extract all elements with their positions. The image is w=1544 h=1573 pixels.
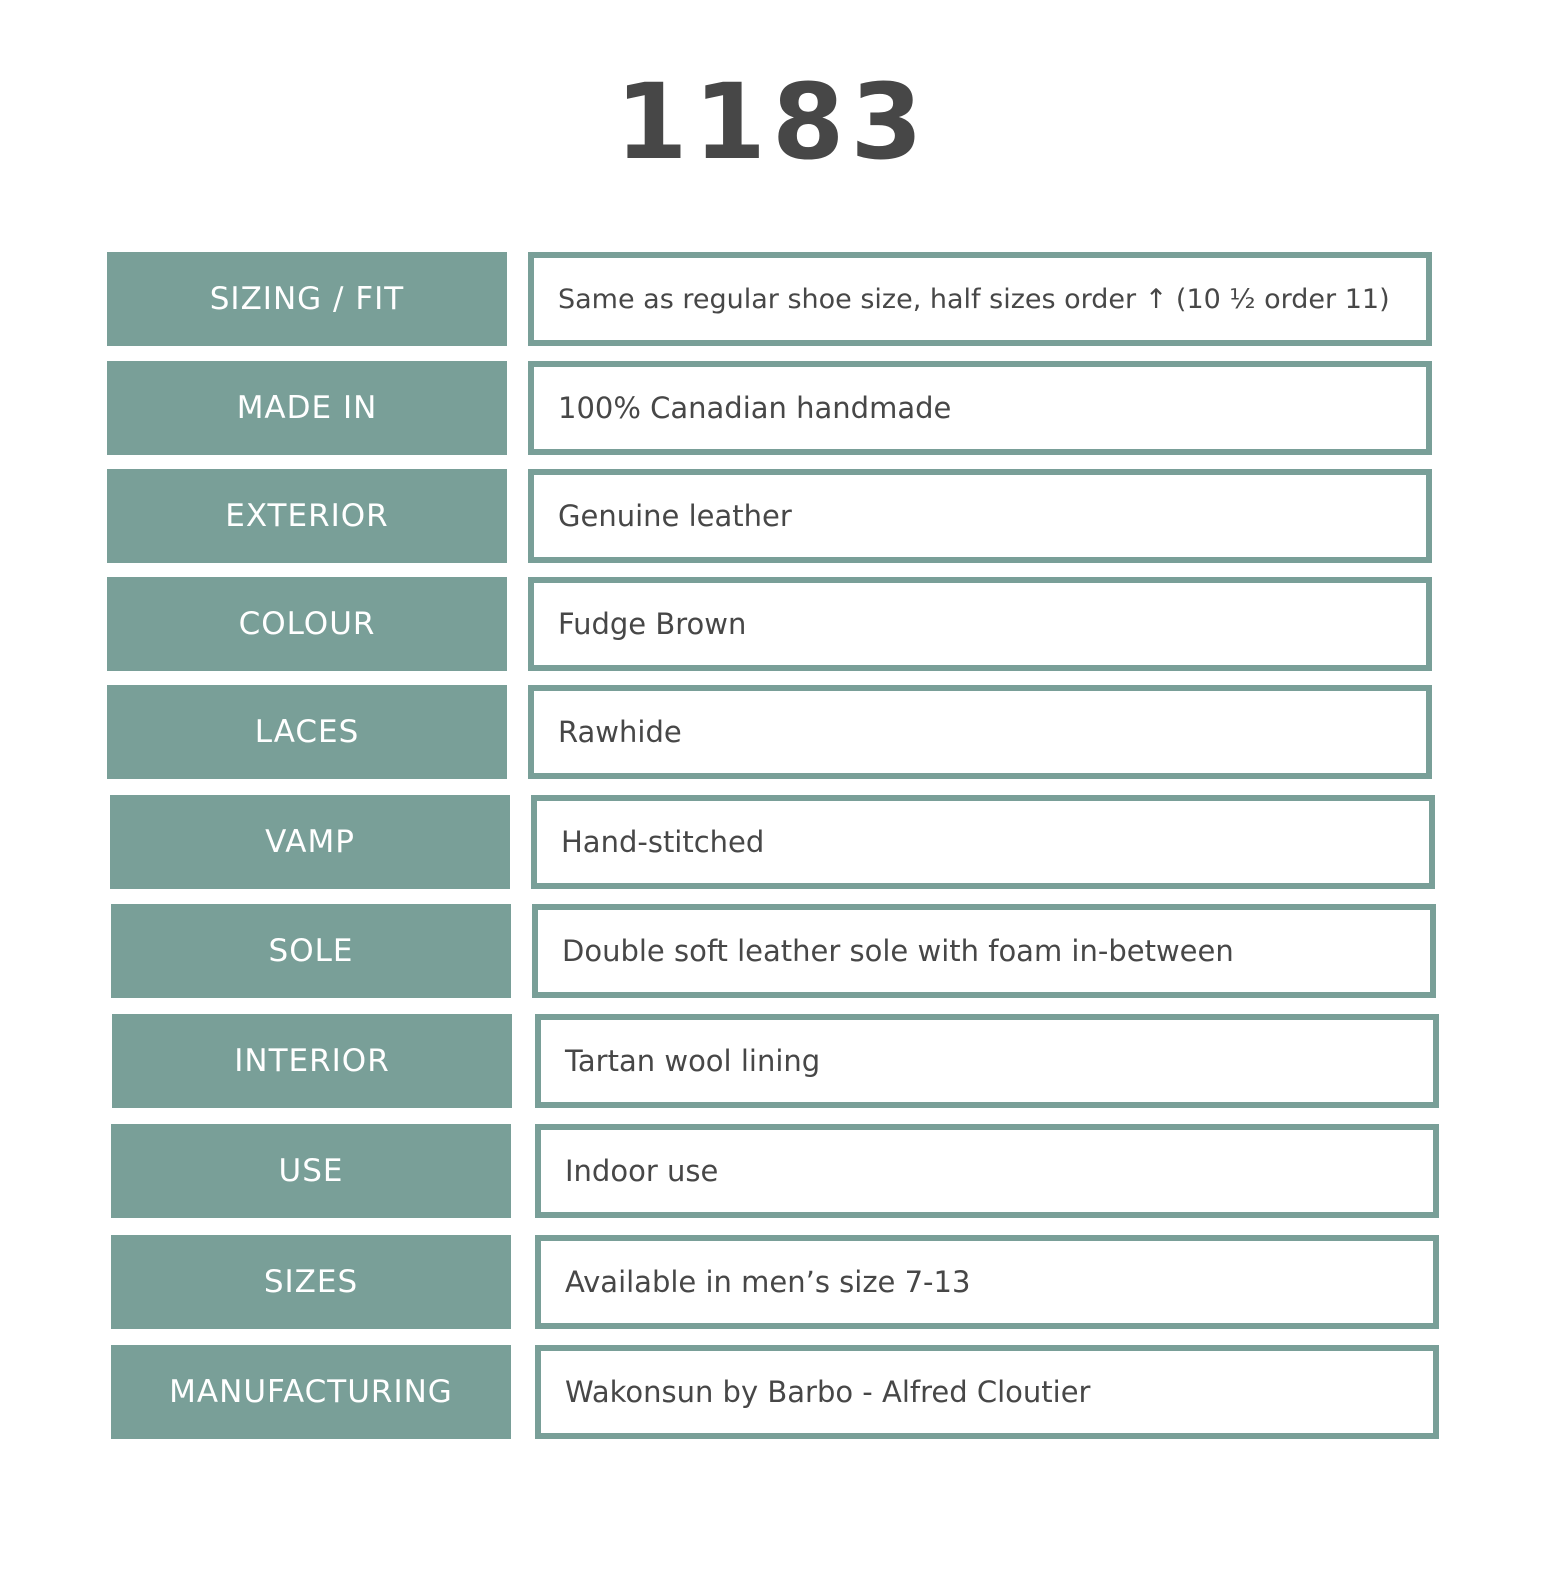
spec-label: SIZING / FIT xyxy=(107,252,507,346)
spec-label: LACES xyxy=(107,685,507,779)
spec-label: USE xyxy=(111,1124,511,1218)
spec-value: Hand-stitched xyxy=(531,795,1435,889)
spec-value: Fudge Brown xyxy=(528,577,1432,671)
spec-label: MANUFACTURING xyxy=(111,1345,511,1439)
spec-value: Indoor use xyxy=(535,1124,1439,1218)
spec-value: Double soft leather sole with foam in-between xyxy=(532,904,1436,998)
spec-value: Rawhide xyxy=(528,685,1432,779)
spec-value: 100% Canadian handmade xyxy=(528,361,1432,455)
spec-label: SIZES xyxy=(111,1235,511,1329)
spec-label: MADE IN xyxy=(107,361,507,455)
spec-label: COLOUR xyxy=(107,577,507,671)
spec-value: Genuine leather xyxy=(528,469,1432,563)
spec-value: Wakonsun by Barbo - Alfred Cloutier xyxy=(535,1345,1439,1439)
spec-value: Tartan wool lining xyxy=(535,1014,1439,1108)
spec-label: INTERIOR xyxy=(112,1014,512,1108)
spec-label: EXTERIOR xyxy=(107,469,507,563)
spec-value: Same as regular shoe size, half sizes order ↑ (10 ½ order 11) xyxy=(528,252,1432,346)
page-title: 1183 xyxy=(615,61,929,183)
spec-label: VAMP xyxy=(110,795,510,889)
spec-value: Available in men’s size 7-13 xyxy=(535,1235,1439,1329)
spec-label: SOLE xyxy=(111,904,511,998)
